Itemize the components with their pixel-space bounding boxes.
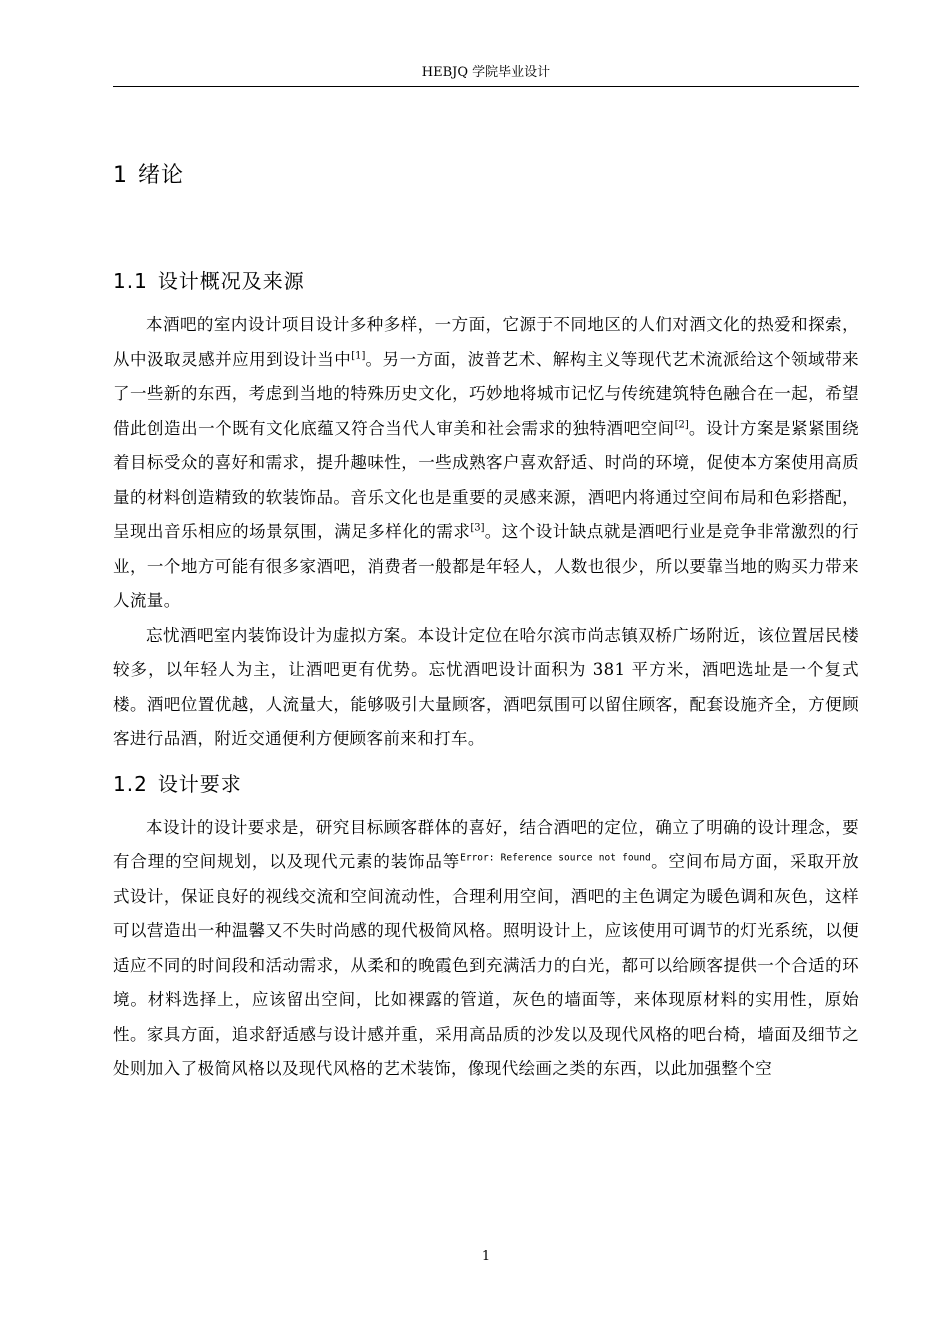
text-run: 。这个设计缺点就是酒吧行业是竞争非常激烈的行业，一个地方可能有很多家酒吧，消费者一般都是年轻人，人数也很少，所以要靠当地的购买力带来人流量。 <box>113 522 859 610</box>
paragraph-project-location: 忘忧酒吧室内装饰设计为虚拟方案。本设计定位在哈尔滨市尚志镇双桥广场附近，该位置居民楼较多，以年轻人为主，让酒吧更有优势。忘忧酒吧设计面积为 381 平方米，酒吧选址是一个复式楼。酒吧位置优越，人流量大，能够吸引大量顾客，酒吧氛围可以留住顾客，配套设施齐全，方便顾客进行品酒，附近交通便利方便顾客前来和打车。 <box>113 625 859 748</box>
text-run: 。空间布局方面，采取开放式设计，保证良好的视线交流和空间流动性，合理利用空间，酒吧的主色调定为暖色调和灰色，这样可以营造出一种温馨又不失时尚感的现代极简风格。照明设计上，应该使用可调节的灯光系统，以便适应不同的时间段和活动需求，从柔和的晚霞色到充满活力的白光，都可以给顾客提供一个合适的环境。材料选择上，应该留出空间，比如裸露的管道，灰色的墙面等，来体现原材料的实用性，原始性。家具方面，追求舒适感与设计感并重，采用高品质的沙发以及现代风格的吧台椅，墙面及细节之处则加入了极简风格以及现代风格的艺术装饰，像现代绘画之类的东西，以此加强整个空 <box>113 852 859 1078</box>
text-run: 本设计的设计要求是，研究目标顾客群体的喜好，结合酒吧的定位，确立了明确的设计理念，要有合理的空间规划，以及现代元素的装饰品等 <box>113 817 859 871</box>
spacer <box>113 757 859 767</box>
section-title: 设计概况及来源 <box>157 269 305 293</box>
paragraph-design-requirements <box>113 811 859 1087</box>
section-number: 1.1 <box>113 269 148 293</box>
text-run: 本酒吧的室内设计项目设计多种多样，一方面，它源于不同地区的人们对酒文化的热爱和探索，从中汲取灵感并应用到设计当中 <box>113 315 859 369</box>
text-run: 。设计方案是紧紧围绕着目标受众的喜好和需求，提升趣味性，一些成熟客户喜欢舒适、时尚的环境，促使本方案使用高质量的材料创造精致的软装饰品。音乐文化也是重要的灵感来源，酒吧内将通过空间布局和色彩搭配，呈现出音乐相应的场景氛围，满足多样化的需求 <box>113 418 860 541</box>
header-rule <box>113 86 859 87</box>
chapter-heading <box>113 158 859 194</box>
chapter-title: 绪论 <box>138 163 185 188</box>
citation-ref-3: [3] <box>470 522 485 534</box>
section-heading-1-1 <box>113 264 859 298</box>
section-heading-1-2 <box>113 767 859 801</box>
section-title: 设计要求 <box>157 771 242 796</box>
citation-ref-2: [2] <box>674 419 689 430</box>
paragraph-design-source <box>113 308 859 619</box>
running-header: HEBJQ 学院毕业设计 <box>421 65 551 80</box>
page-number: 1 <box>481 1249 491 1264</box>
chapter-number: 1 <box>113 163 128 188</box>
page-content <box>113 158 859 1087</box>
reference-error-field: Error: Reference source not found <box>460 852 651 864</box>
section-number: 1.2 <box>113 771 148 796</box>
text-run: 。另一方面，波普艺术、解构主义等现代艺术流派给这个领域带来了一些新的东西，考虑到当地的特殊历史文化，巧妙地将城市记忆与传统建筑特色融合在一起，希望借此创造出一个既有文化底蕴又符合当代人审美和社会需求的独特酒吧空间 <box>113 349 859 438</box>
citation-ref-1: [1] <box>351 350 366 361</box>
